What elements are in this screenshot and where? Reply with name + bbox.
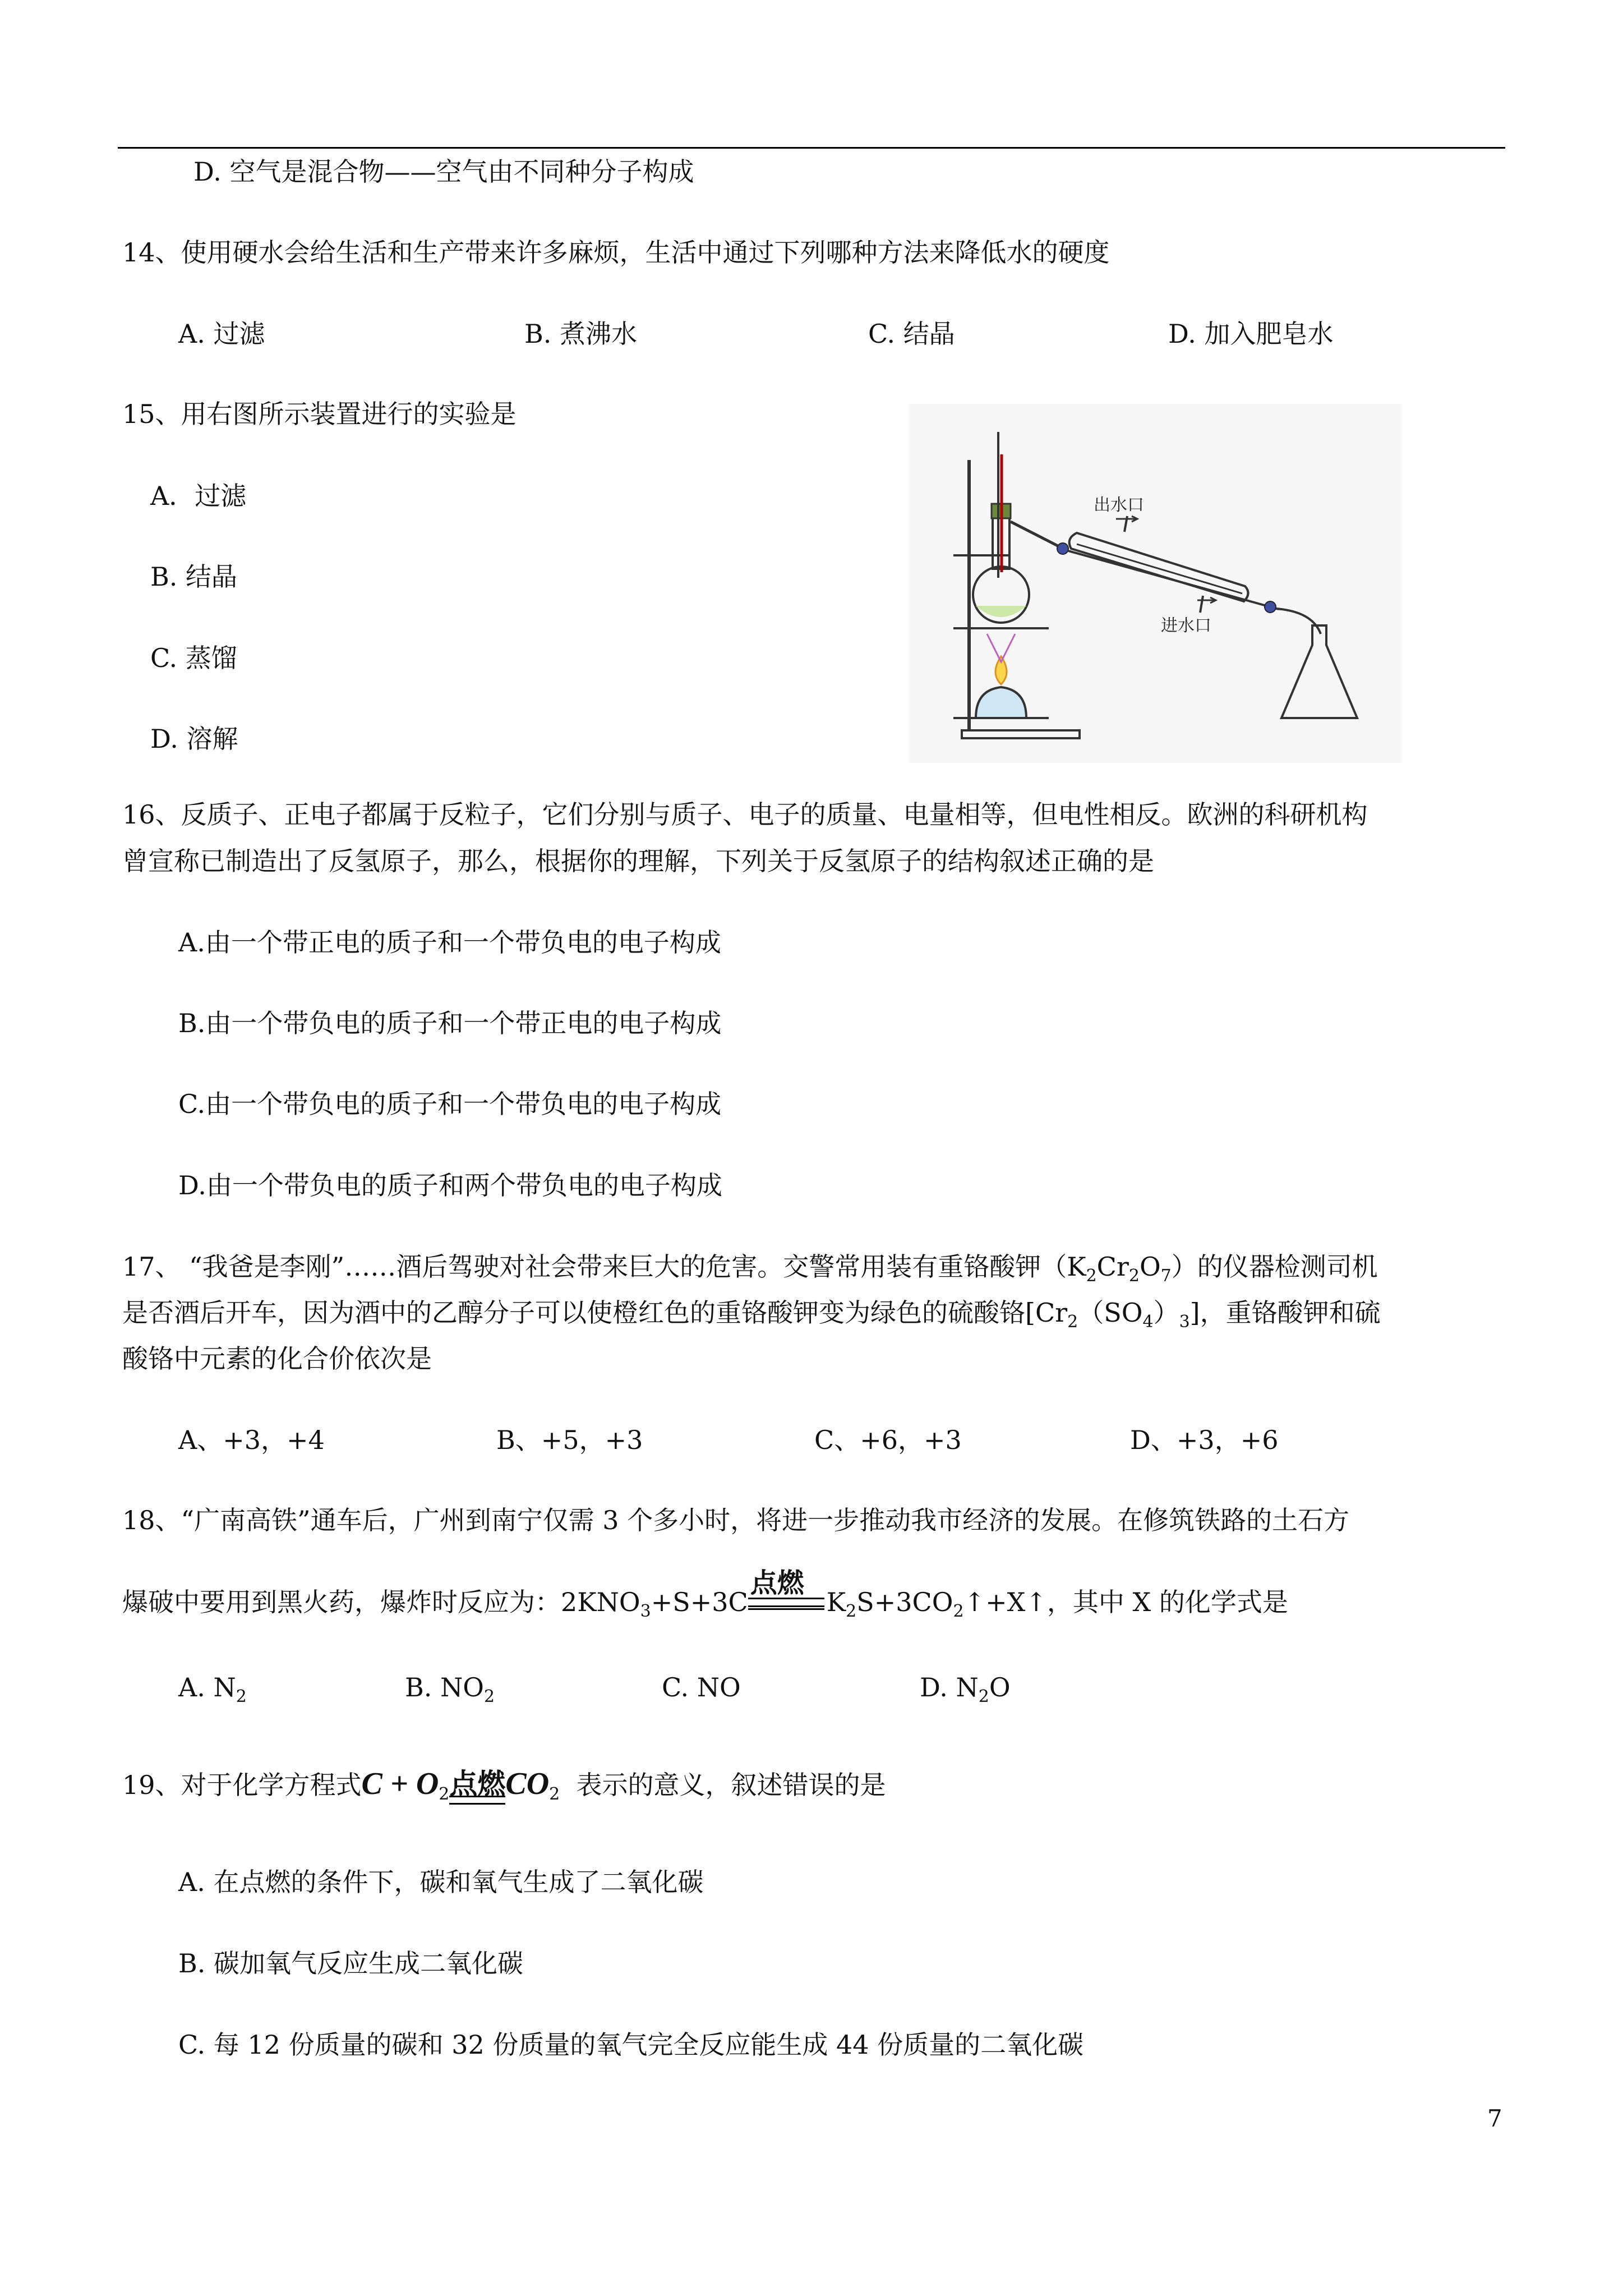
q14-option-b: B. 煮沸水: [524, 319, 638, 349]
q13-option-d: D. 空气是混合物——空气由不同种分子构成: [193, 157, 694, 187]
q15-option-d: D. 溶解: [150, 724, 238, 754]
q14-option-a: A. 过滤: [178, 319, 265, 349]
equation-condition: 点燃: [449, 1767, 505, 1801]
outlet-label: 出水口: [1094, 495, 1144, 515]
q17-option-c: C、+6，+3: [814, 1425, 962, 1455]
q15-option-b: B. 结晶: [150, 562, 238, 592]
q19-option-b: B. 碳加氧气反应生成二氧化碳: [178, 1948, 524, 1978]
q15-option-c: C. 蒸馏: [150, 643, 237, 673]
page-number: 7: [1487, 2105, 1502, 2132]
q18-option-c: C. NO: [662, 1672, 741, 1703]
q14-option-d: D. 加入肥皂水: [1168, 319, 1334, 349]
q18-option-a: A. $N_2$: [178, 1672, 247, 1706]
q17-stem-line2: 是否酒后开车，因为酒中的乙醇分子可以使橙红色的重铬酸钾变为绿色的硫酸铬$[Cr_2(SO_4)_3]$，重铬酸钾和硫: [122, 1297, 1381, 1332]
q16-option-c: C.由一个带负电的质子和一个带负电的电子构成: [178, 1089, 722, 1119]
q15-stem: 15、用右图所示装置进行的实验是: [122, 399, 517, 429]
q17-option-d: D、+3，+6: [1130, 1425, 1279, 1455]
q14-stem: 14、使用硬水会给生活和生产带来许多麻烦，生活中通过下列哪种方法来降低水的硬度: [122, 237, 1110, 268]
q17-stem-line1: 17、 “我爸是李刚”……酒后驾驶对社会带来巨大的危害。交警常用装有重铬酸钾$(K_2Cr_2O_7)$的仪器检测司机: [122, 1251, 1378, 1286]
q15-option-a: A．过滤: [150, 481, 247, 511]
reaction-condition: 点燃: [748, 1585, 827, 1619]
q19-option-a: A. 在点燃的条件下，碳和氧气生成了二氧化碳: [178, 1867, 704, 1897]
q17-option-b: B、+5，+3: [496, 1425, 643, 1455]
q18-option-d: D. $N_2O$: [920, 1672, 1011, 1706]
q18-stem-line1: 18、“广南高铁”通车后，广州到南宁仅需 3 个多小时，将进一步推动我市经济的发展。在修筑铁路的土石方: [122, 1505, 1350, 1535]
q16-stem-line2: 曾宣称已制造出了反氢原子，那么，根据你的理解，下列关于反氢原子的结构叙述正确的是: [122, 846, 1154, 876]
q16-option-a: A.由一个带正电的质子和一个带负电的电子构成: [178, 927, 721, 958]
q18-stem-line2: 爆破中要用到黑火药，爆炸时反应为：$2KNO_3+S+3C$ 点燃 $K_2S+3CO_2↑+X↑$，其中 X 的化学式是: [122, 1567, 1288, 1621]
q16-option-d: D.由一个带负电的质子和两个带负电的电子构成: [178, 1170, 722, 1200]
q16-stem-line1: 16、反质子、正电子都属于反粒子，它们分别与质子、电子的质量、电量相等，但电性相反。欧洲的科研机构: [122, 799, 1368, 830]
header-rule: [118, 147, 1505, 149]
q19-option-c: C. 每 12 份质量的碳和 32 份质量的氧气完全反应能生成 44 份质量的二氧化碳: [178, 2030, 1084, 2060]
q18-option-b: B. $NO_2$: [405, 1672, 495, 1706]
inlet-label: 进水口: [1161, 616, 1211, 636]
q19-stem: 19、对于化学方程式$C + O_2$点燃 $CO_2$ 表示的意义，叙述错误的是: [122, 1766, 886, 1804]
q17-stem-line3: 酸铬中元素的化合价依次是: [122, 1343, 432, 1374]
q17-option-a: A、+3，+4: [178, 1425, 325, 1455]
q14-option-c: C. 结晶: [868, 319, 955, 349]
q16-option-b: B.由一个带负电的质子和一个带正电的电子构成: [178, 1008, 722, 1038]
distillation-apparatus-figure: [909, 404, 1402, 763]
